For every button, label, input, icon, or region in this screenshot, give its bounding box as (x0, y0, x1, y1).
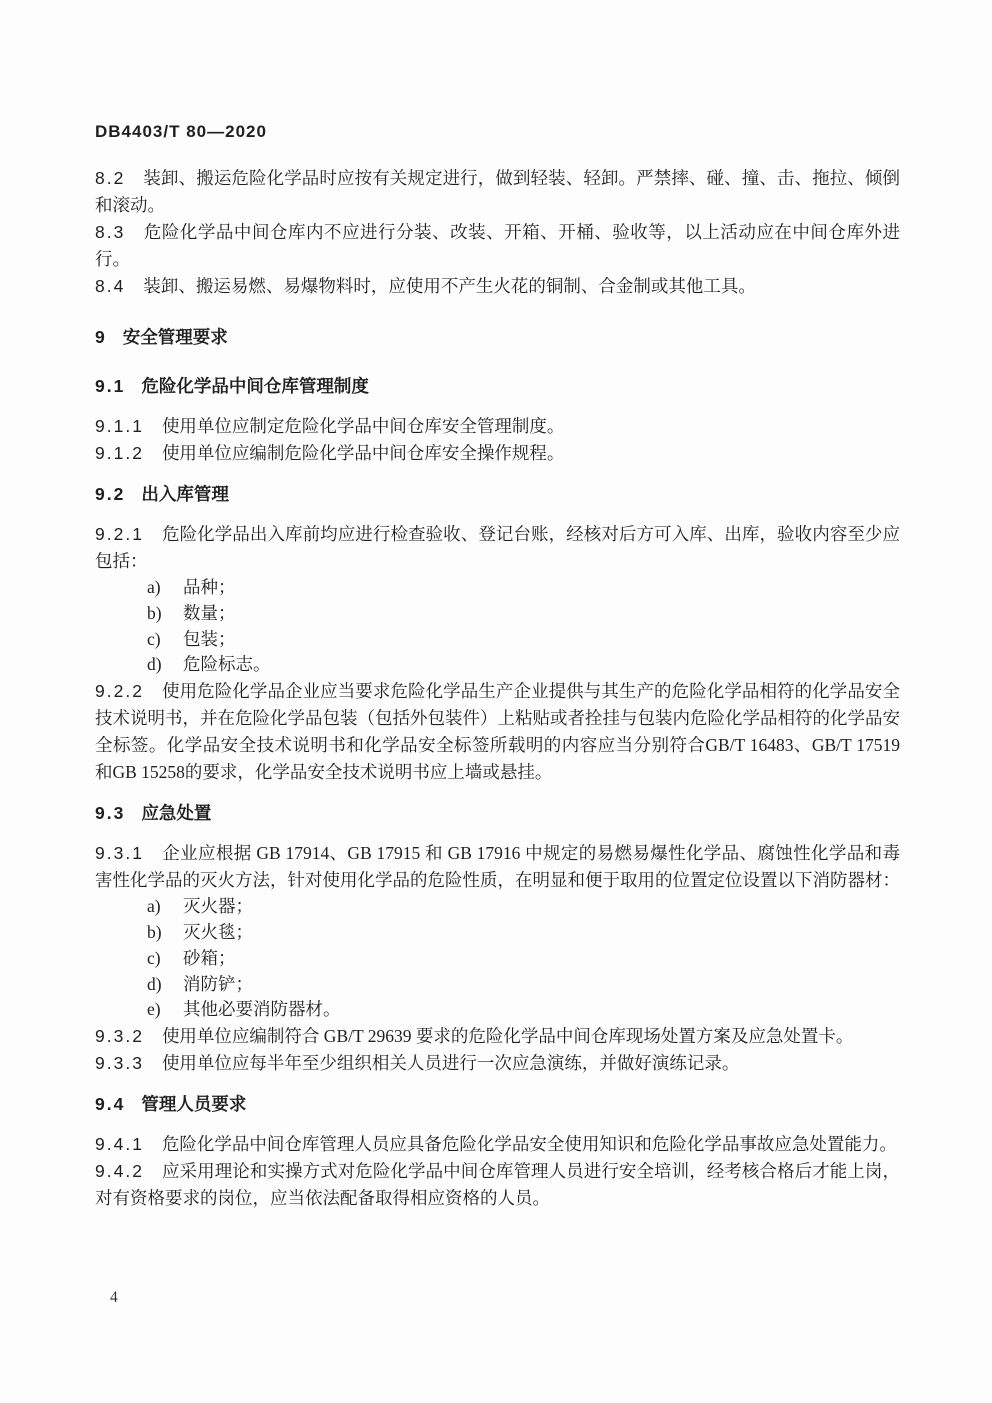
list-9-2-1 (95, 575, 900, 678)
clause-text: 装卸、搬运危险化学品时应按有关规定进行，做到轻装、轻卸。严禁摔、碰、撞、击、拖拉、倾倒和滚动。 (95, 168, 900, 215)
clause-number: 9.1.1 (95, 416, 144, 436)
heading-9 (95, 324, 900, 351)
clause-8-4 (95, 273, 900, 300)
list-item-d (95, 652, 900, 678)
heading-number: 9.1 (95, 376, 126, 396)
list-item-b (95, 601, 900, 627)
clause-text: 使用单位应每半年至少组织相关人员进行一次应急演练，并做好演练记录。 (161, 1053, 740, 1074)
clause-text: 装卸、搬运易燃、易爆物料时，应使用不产生火花的铜制、合金制或其他工具。 (143, 276, 756, 296)
heading-number: 9.3 (95, 803, 126, 824)
clause-number: 9.4.1 (95, 1134, 144, 1155)
clause-9-1-1 (95, 413, 900, 440)
clause-number: 8.3 (95, 222, 126, 242)
list-item-a (95, 894, 900, 920)
clause-text: 使用单位应编制符合 GB/T 29639 要求的危险化学品中间仓库现场处置方案及应急处置卡。 (161, 1026, 854, 1047)
list-marker: b) (147, 921, 162, 942)
list-item-text: 消防铲； (183, 973, 253, 994)
list-marker: e) (147, 999, 161, 1020)
clause-8-3 (95, 219, 900, 273)
clause-number: 9.4.2 (95, 1161, 144, 1182)
clause-number: 9.2.2 (95, 681, 144, 702)
list-item-d (95, 972, 900, 998)
clause-text: 应采用理论和实操方式对危险化学品中间仓库管理人员进行安全培训，经考核合格后才能上岗，对有资格要求的岗位，应当依法配备取得相应资格的人员。 (95, 1161, 900, 1209)
list-item-a (95, 575, 900, 601)
clause-number: 9.2.1 (95, 524, 144, 544)
clause-text: 危险化学品中间仓库内不应进行分装、改装、开箱、开桶、验收等，以上活动应在中间仓库外进行。 (95, 222, 900, 269)
heading-number: 9.2 (95, 484, 126, 504)
page-number: 4 (110, 1289, 118, 1306)
clause-9-3-1 (95, 840, 900, 894)
list-item-text: 包装； (183, 628, 236, 649)
clause-text: 使用单位应制定危险化学品中间仓库安全管理制度。 (161, 416, 565, 436)
clause-text: 企业应根据 GB 17914、GB 17915 和 GB 17916 中规定的易燃易爆性化学品、腐蚀性化学品和毒害性化学品的灭火方法，针对使用化学品的危险性质，在明显和便于取用的位置定位设置以下消防器材： (95, 843, 900, 891)
heading-number: 9.4 (95, 1094, 126, 1115)
list-item-c (95, 946, 900, 972)
clause-9-2-1 (95, 521, 900, 575)
list-item-text: 危险标志。 (183, 654, 271, 675)
list-item-b (95, 920, 900, 946)
clause-number: 9.3.3 (95, 1053, 144, 1074)
clause-9-4-2 (95, 1158, 900, 1212)
clause-9-4-1 (95, 1131, 900, 1158)
heading-text: 出入库管理 (141, 484, 229, 504)
list-item-text: 灭火毯； (183, 921, 253, 942)
clause-9-3-3 (95, 1050, 900, 1077)
clause-9-2-2 (95, 678, 900, 786)
clause-number: 8.2 (95, 168, 126, 188)
heading-number: 9 (95, 327, 107, 347)
document-header: DB4403/T 80—2020 (95, 122, 267, 141)
clause-number: 9.3.2 (95, 1026, 144, 1047)
list-item-e (95, 997, 900, 1023)
list-9-3-1 (95, 894, 900, 1023)
heading-9-1 (95, 373, 900, 400)
list-item-text: 品种； (183, 577, 236, 597)
heading-9-3 (95, 800, 900, 827)
heading-9-2 (95, 481, 900, 508)
heading-text: 管理人员要求 (141, 1094, 247, 1115)
list-item-text: 灭火器； (183, 896, 253, 917)
list-marker: d) (147, 654, 162, 675)
clause-number: 9.3.1 (95, 843, 144, 864)
clause-8-2 (95, 165, 900, 219)
heading-9-4 (95, 1091, 900, 1118)
list-marker: c) (147, 947, 161, 968)
clause-text: 危险化学品中间仓库管理人员应具备危险化学品安全使用知识和危险化学品事故应急处置能力。 (161, 1134, 897, 1155)
clause-number: 8.4 (95, 276, 126, 296)
clause-text: 危险化学品出入库前均应进行检查验收、登记台账，经核对后方可入库、出库，验收内容至少应包括： (95, 524, 900, 571)
list-marker: d) (147, 973, 162, 994)
clause-9-1-2 (95, 440, 900, 467)
list-marker: b) (147, 602, 162, 623)
list-item-text: 数量； (183, 602, 236, 623)
list-item-c (95, 627, 900, 653)
list-marker: a) (147, 896, 161, 917)
clause-9-3-2 (95, 1023, 900, 1050)
clause-text: 使用危险化学品企业应当要求危险化学品生产企业提供与其生产的危险化学品相符的化学品安全技术说明书，并在危险化学品包装（包括外包装件）上粘贴或者拴挂与包装内危险化学品相符的化学品安全标签。化学品安全技术说明书和化学品安全标签所载明的内容应当分别符合GB/T 16483、GB/T 17519和GB 15258的要求，化学品安全技术说明书应上墙或悬挂。 (95, 681, 900, 783)
heading-text: 应急处置 (141, 803, 212, 824)
list-marker: c) (147, 628, 161, 649)
list-item-text: 其他必要消防器材。 (183, 999, 341, 1020)
list-item-text: 砂箱； (183, 947, 236, 968)
clause-number: 9.1.2 (95, 443, 144, 463)
heading-text: 安全管理要求 (122, 327, 228, 347)
clause-text: 使用单位应编制危险化学品中间仓库安全操作规程。 (161, 443, 565, 463)
heading-text: 危险化学品中间仓库管理制度 (141, 376, 369, 396)
list-marker: a) (147, 577, 161, 597)
